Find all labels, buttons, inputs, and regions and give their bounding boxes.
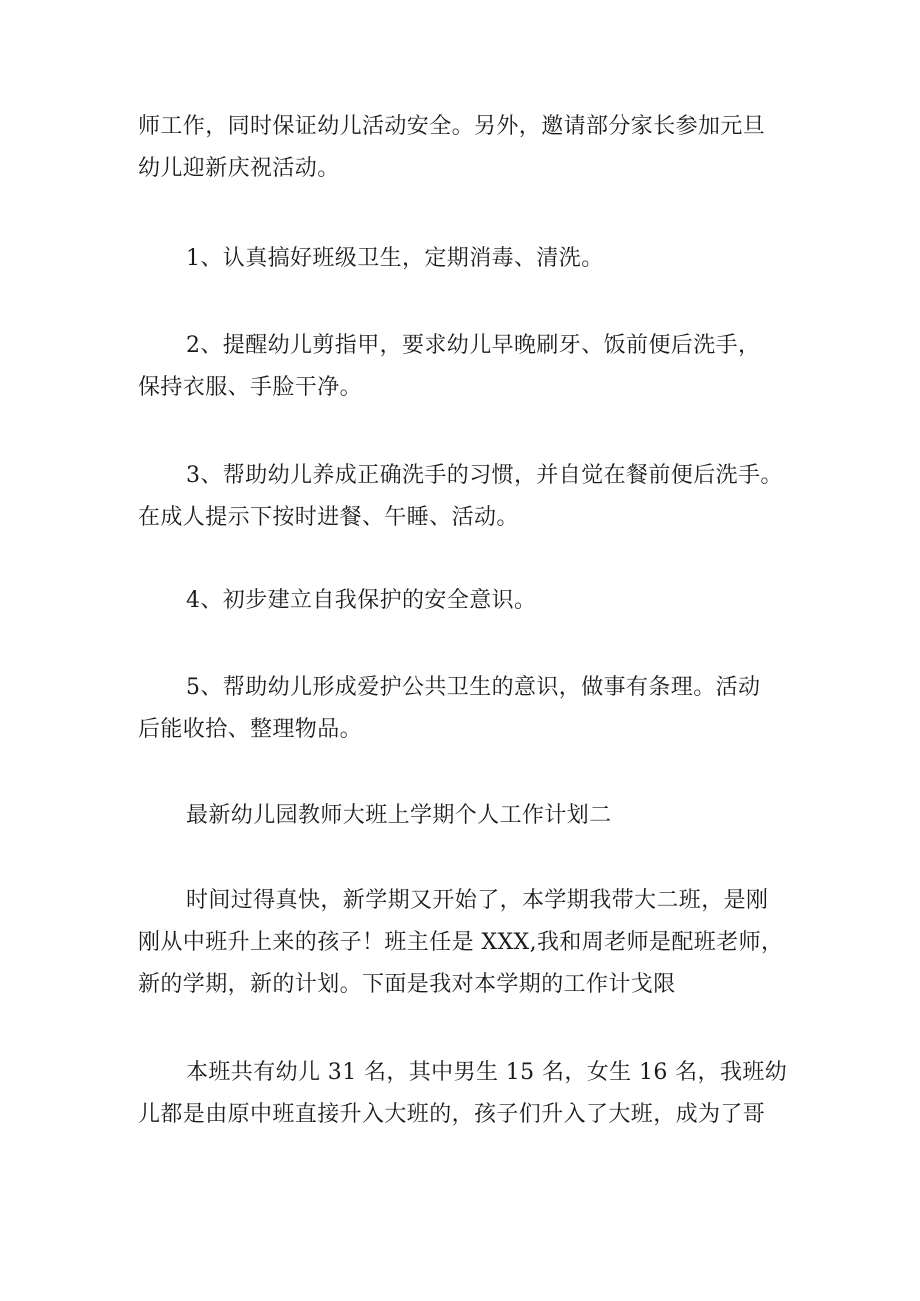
text-line: 5、帮助幼儿形成爱护公共卫生的意识，做事有条理。活动 xyxy=(186,675,761,700)
text-line: 时间过得真快，新学期又开始了，本学期我带大二班，是刚 xyxy=(186,888,769,913)
text-line: 在成人提示下按时进餐、午睡、活动。 xyxy=(138,505,519,530)
list-item-5 xyxy=(138,667,798,751)
paragraph-class-info xyxy=(138,1052,798,1136)
list-item-3 xyxy=(138,455,798,539)
list-item-2 xyxy=(138,325,798,409)
text-line: 新的学期，新的计划。下面是我对本学期的工作计戈限 xyxy=(138,972,676,997)
section-heading: 最新幼儿园教师大班上学期个人工作计划二 xyxy=(186,803,612,828)
text-line: 师工作，同时保证幼儿活动安全。另外，邀请部分家长参加元旦 xyxy=(138,114,766,139)
text-line: 2、提醒幼儿剪指甲，要求幼儿早晚刷牙、饭前便后洗手， xyxy=(186,333,761,358)
text-line: 1、认真搞好班级卫生，定期消毒、清洗。 xyxy=(186,246,604,271)
text-line: 后能收拾、整理物品。 xyxy=(138,717,363,742)
text-line: 保持衣服、手脸干净。 xyxy=(138,375,363,400)
paragraph-intro xyxy=(138,880,798,1006)
text-line: 4、初步建立自我保护的安全意识。 xyxy=(186,588,537,613)
list-item-1 xyxy=(138,238,798,280)
text-line: 刚从中班升上来的孩子！班主任是 XXX,我和周老师是配班老师， xyxy=(138,930,784,955)
paragraph-continued xyxy=(138,106,798,190)
text-line: 儿都是由原中班直接升入大班的，孩子们升入了大班，成为了哥 xyxy=(138,1102,766,1127)
text-line: 本班共有幼儿 31 名，其中男生 15 名，女生 16 名，我班幼 xyxy=(186,1060,788,1085)
text-line: 3、帮助幼儿养成正确洗手的习惯，并自觉在餐前便后洗手。 xyxy=(186,463,783,488)
list-item-4 xyxy=(138,580,798,622)
text-line: 幼儿迎新庆祝活动。 xyxy=(138,156,340,181)
